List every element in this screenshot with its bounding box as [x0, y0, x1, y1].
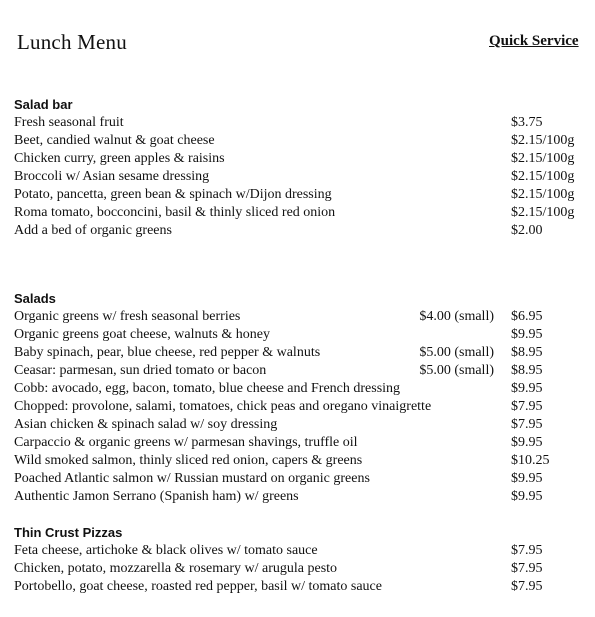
menu-item-price: $9.95	[511, 471, 543, 486]
menu-item-name: Authentic Jamon Serrano (Spanish ham) w/ greens	[14, 489, 299, 504]
menu-item-row	[14, 168, 574, 186]
menu-item-row	[14, 204, 574, 222]
menu-item-small-price: $5.00 (small)	[419, 363, 494, 378]
menu-item-price: $8.95	[511, 345, 543, 360]
menu-item-name: Ceasar: parmesan, sun dried tomato or bacon	[14, 363, 267, 378]
menu-item-row	[14, 344, 574, 362]
menu-item-price: $9.95	[511, 435, 543, 450]
menu-item-name: Organic greens w/ fresh seasonal berries	[14, 309, 241, 324]
menu-item-price: $2.15/100g	[511, 133, 575, 148]
menu-item-name: Carpaccio & organic greens w/ parmesan shavings, truffle oil	[14, 435, 358, 450]
menu-item-row	[14, 542, 574, 560]
salad-bar-section	[14, 96, 574, 240]
menu-item-price: $7.95	[511, 399, 543, 414]
menu-item-name: Fresh seasonal fruit	[14, 115, 124, 130]
menu-item-price: $9.95	[511, 327, 543, 342]
menu-item-row	[14, 362, 574, 380]
menu-item-price: $6.95	[511, 309, 543, 324]
menu-item-price: $9.95	[511, 489, 543, 504]
salads-heading: Salads	[14, 291, 56, 306]
menu-item-name: Potato, pancetta, green bean & spinach w/Dijon dressing	[14, 187, 332, 202]
menu-item-row	[14, 186, 574, 204]
menu-item-name: Asian chicken & spinach salad w/ soy dressing	[14, 417, 278, 432]
menu-item-small-price: $4.00 (small)	[419, 309, 494, 324]
menu-item-price: $7.95	[511, 561, 543, 576]
menu-item-name: Cobb: avocado, egg, bacon, tomato, blue cheese and French dressing	[14, 381, 401, 396]
menu-item-name: Roma tomato, bocconcini, basil & thinly sliced red onion	[14, 205, 336, 220]
menu-item-row	[14, 578, 574, 596]
menu-item-price: $7.95	[511, 543, 543, 558]
menu-item-row	[14, 416, 574, 434]
menu-item-row	[14, 452, 574, 470]
menu-item-price: $10.25	[511, 453, 550, 468]
menu-item-name: Beet, candied walnut & goat cheese	[14, 133, 215, 148]
menu-item-row	[14, 470, 574, 488]
menu-item-row	[14, 380, 574, 398]
menu-item-name: Add a bed of organic greens	[14, 223, 172, 238]
menu-item-name: Broccoli w/ Asian sesame dressing	[14, 169, 210, 184]
menu-item-name: Chicken curry, green apples & raisins	[14, 151, 225, 166]
menu-item-name: Chopped: provolone, salami, tomatoes, chick peas and oregano vinaigrette	[14, 399, 432, 414]
menu-item-price: $8.95	[511, 363, 543, 378]
menu-item-row	[14, 132, 574, 150]
menu-item-row	[14, 308, 574, 326]
menu-item-row	[14, 222, 574, 240]
menu-item-row	[14, 326, 574, 344]
menu-item-name: Chicken, potato, mozzarella & rosemary w/ arugula pesto	[14, 561, 338, 576]
menu-item-price: $7.95	[511, 417, 543, 432]
menu-item-price: $9.95	[511, 381, 543, 396]
salads-section	[14, 290, 574, 506]
menu-item-name: Organic greens goat cheese, walnuts & honey	[14, 327, 270, 342]
pizzas-heading: Thin Crust Pizzas	[14, 525, 123, 540]
menu-item-price: $2.15/100g	[511, 205, 575, 220]
menu-item-price: $3.75	[511, 115, 543, 130]
menu-item-name: Feta cheese, artichoke & black olives w/ tomato sauce	[14, 543, 318, 558]
menu-item-row	[14, 114, 574, 132]
menu-item-price: $2.15/100g	[511, 169, 575, 184]
menu-item-row	[14, 398, 574, 416]
menu-item-price: $2.15/100g	[511, 151, 575, 166]
menu-item-row	[14, 150, 574, 168]
menu-item-price: $7.95	[511, 579, 543, 594]
menu-item-name: Baby spinach, pear, blue cheese, red pepper & walnuts	[14, 345, 321, 360]
menu-item-price: $2.15/100g	[511, 187, 575, 202]
menu-item-name: Wild smoked salmon, thinly sliced red onion, capers & greens	[14, 453, 363, 468]
menu-item-name: Poached Atlantic salmon w/ Russian mustard on organic greens	[14, 471, 370, 486]
menu-item-row	[14, 488, 574, 506]
salad-bar-heading: Salad bar	[14, 97, 73, 112]
menu-item-row	[14, 434, 574, 452]
quick-service-link[interactable]: Quick Service	[489, 33, 579, 49]
menu-item-row	[14, 560, 574, 578]
menu-item-name: Portobello, goat cheese, roasted red pepper, basil w/ tomato sauce	[14, 579, 382, 594]
page-title: Lunch Menu	[17, 30, 127, 54]
menu-item-price: $2.00	[511, 223, 543, 238]
menu-item-small-price: $5.00 (small)	[419, 345, 494, 360]
pizzas-section	[14, 524, 574, 596]
